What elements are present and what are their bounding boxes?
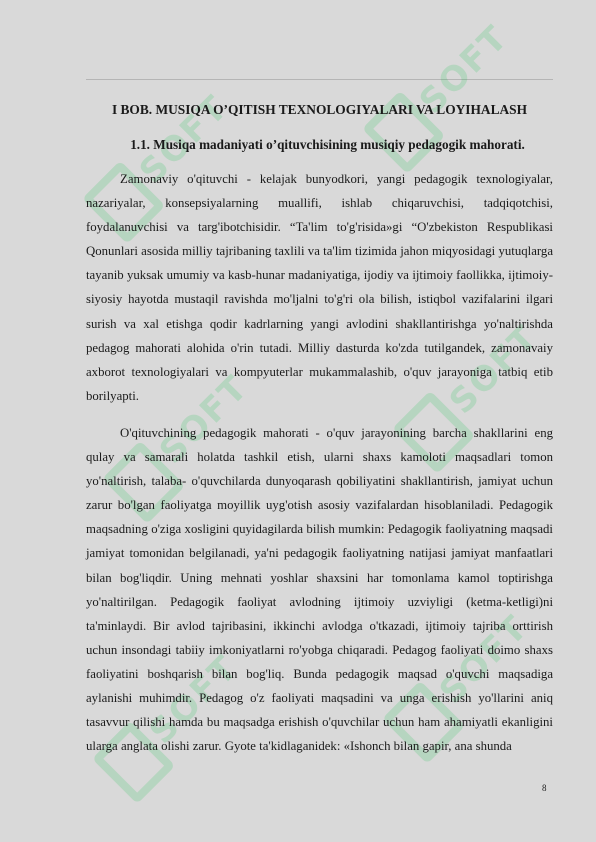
watermark-logo: SOFT bbox=[392, 310, 556, 474]
paragraph: O'qituvchining pedagogik mahorati - o'quv jarayonining barcha shakllarini eng qulay va samarali holatda tashkil etish, ularni shaxs kamoloti maqsadlari tomon yo'naltirish, talaba- o'quvchilarda dunyoqarash qobiliyatini shakllantirish, jamiyat uchun zarur bo'lgan faoliyatga moyillik uyg'otish asosiy vazifalardan hisoblaniladi. Pedagogik maqsadning o'ziga xosligini quyidagilarda bilish mumkin: Pedagogik faoliyatning maqsadi jamiyat tomonidan belgilanadi, ya'ni pedagogik faoliyatning natijasi jamiyat manfaatlari bilan bog'liqdir. Uning mehnati yoshlar shaxsini har tomonlama kamol toptirishga yo'naltirilgan. Pedagogik faoliyat avlodning ijtimoiy uzviyligi (ketma-ketligi)ni ta'minlaydi. Bir avlod tajribasini, ikkinchi avlodga o'tkazadi, ijtimoiy tajriba orttirish uchun insondagi tabiiy imkoniyatlarni ro'yobga chiqaradi. Pedagog faoliyati doimo shaxs faoliyatini boshqarish bilan bog'liq. Bunda pedagogik maqsad o'quvchi maqsadiga aylanishi muhimdir. Pedagog o'z faoliyati maqsadini va unga erishish yo'llarini aniq tasavvur qilishi hamda bu maqsadga erishish o'quvchilar uchun ham ahamiyatli ekanligini ularga anglata olishi zarur. Gyote ta'kidlaganidek: «Ishonch bilan gapir, ana shunda bbox=[86, 425, 553, 754]
watermark-logo: SOFT bbox=[92, 640, 256, 804]
paragraph: Zamonaviy o'qituvchi - kelajak bunyodkori, yangi pedagogik texnologiyalar, nazariyalar, konsepsiyalarning muallifi, ishlab chiqaruvchisi, tadqiqotchisi, foydalanuvchisi va targ'ibotchisidir. “Ta'lim to'g'risida»gi “O'zbekiston Respublikasi Qonunlari asosida milliy tajribaning taxlili va ta'lim tizimida jahon miqyosidagi yutuqlarga tayanib yuksak umumiy va kasb-hunar madaniyatiga, ijodiy va ijtimoiy faollikka, ijtimoiy-siyosiy hayotda mustaqil ravishda mo'ljalni to'g'ri ola bilish, istiqbol vazifalarini ilgari surish va xal etishga qodir kadrlarning yangi avlodini shakllantirishga yo'naltirishda pedagog mahorati alohida o'rin tutadi. Milliy dasturda ko'zda tutilgandek, zamonavaiy axborot texnologiyalari va kompyuterlar mukammalashib, o'quv jarayoniga tatbiq etib borilyapti. bbox=[86, 172, 553, 403]
section-heading: 1.1. Musiqa madaniyati o’qituvchisining musiqiy pedagogik mahorati. bbox=[130, 137, 525, 152]
watermark-logo: SOFT bbox=[82, 80, 246, 244]
watermark-logo: SOFT bbox=[382, 600, 546, 764]
document-body bbox=[86, 96, 553, 758]
chapter-heading: I BOB. MUSIQA O’QITISH TEXNOLOGIYALARI VA LOYIHALASH bbox=[111, 102, 528, 117]
watermark-logo: SOFT bbox=[362, 10, 526, 174]
page-number: 8 bbox=[542, 783, 547, 793]
watermark-logo: SOFT bbox=[102, 360, 266, 524]
